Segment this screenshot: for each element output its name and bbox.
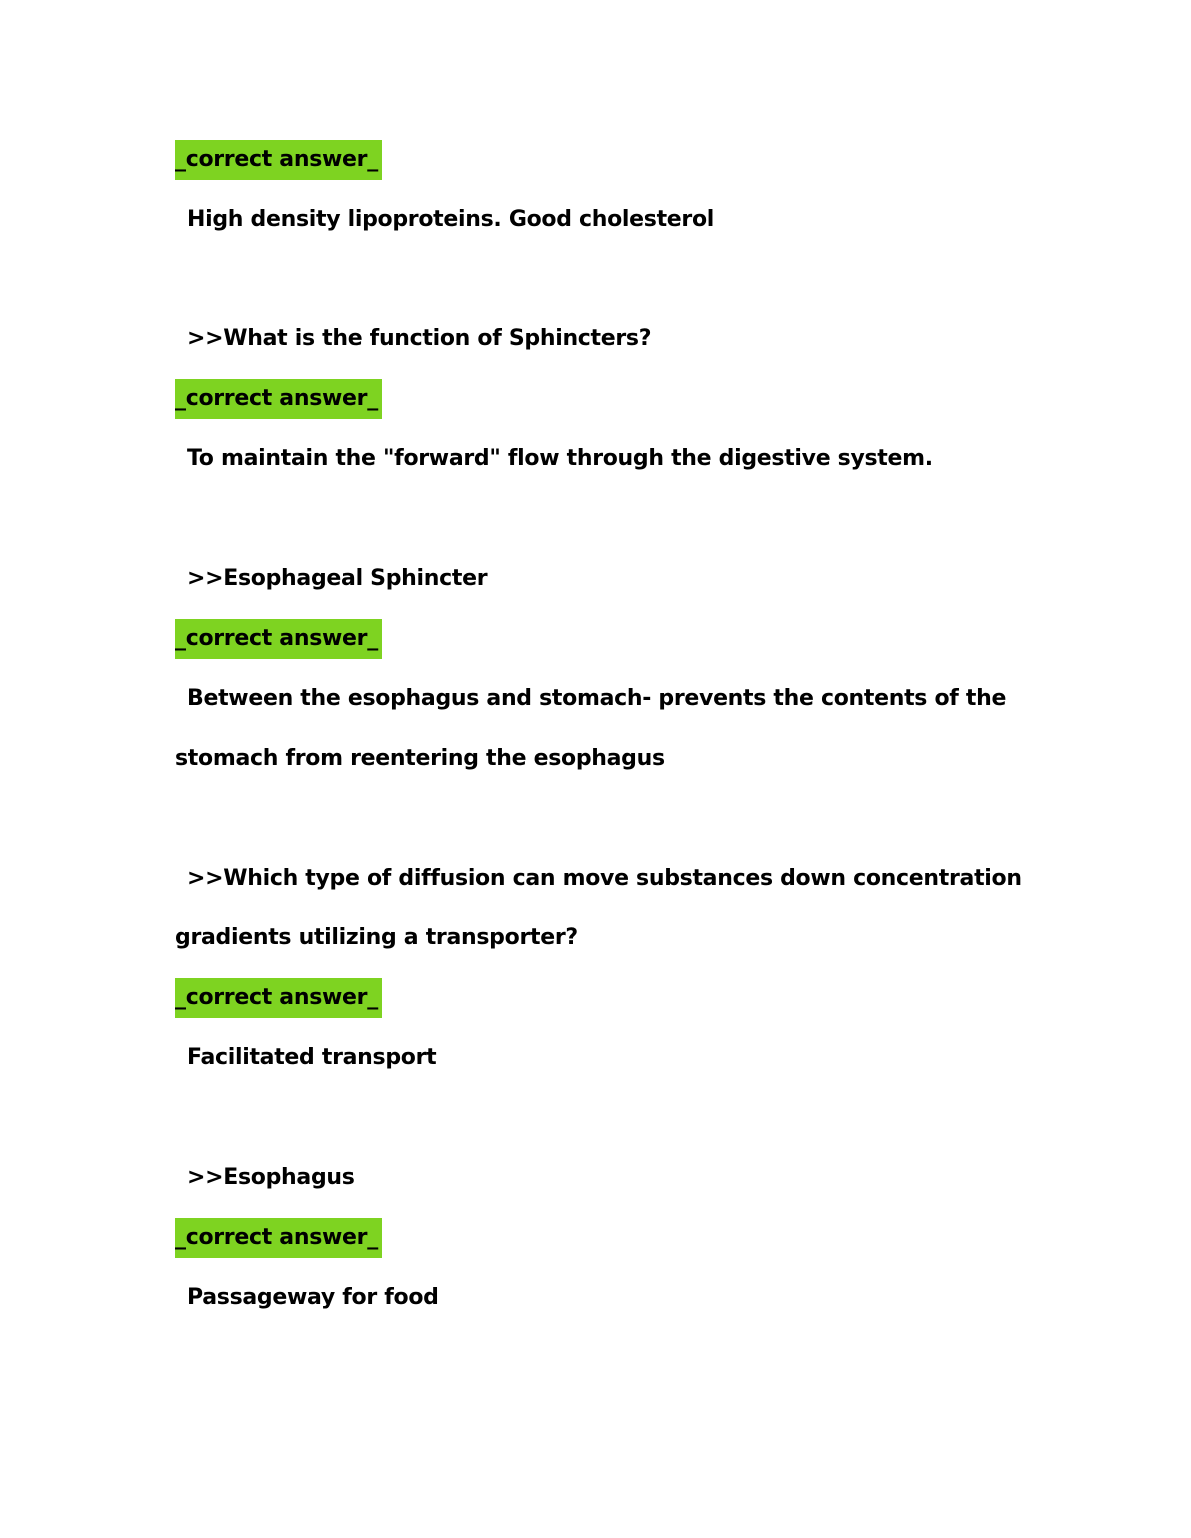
answer-label-highlight: _correct answer_ <box>175 1218 382 1258</box>
answer-label <box>175 1218 382 1258</box>
answer-label-highlight: _correct answer_ <box>175 379 382 419</box>
question-text: >>Esophageal Sphincter <box>187 566 488 591</box>
question-text: >>What is the function of Sphincters? <box>187 326 652 351</box>
question-text: >>Esophagus <box>187 1165 355 1190</box>
answer-text: Between the esophagus and stomach- prevents the contents of the <box>187 686 1007 711</box>
answer-label <box>175 978 382 1018</box>
answer-label <box>175 379 382 419</box>
answer-label <box>175 140 382 180</box>
answer-text: High density lipoproteins. Good cholesterol <box>187 207 715 232</box>
answer-text-continued: stomach from reentering the esophagus <box>175 746 665 771</box>
answer-label-highlight: _correct answer_ <box>175 140 382 180</box>
answer-label-highlight: _correct answer_ <box>175 619 382 659</box>
answer-label-highlight: _correct answer_ <box>175 978 382 1018</box>
answer-text: To maintain the "forward" flow through the digestive system. <box>187 446 933 471</box>
question-text-continued: gradients utilizing a transporter? <box>175 925 578 950</box>
answer-label <box>175 619 382 659</box>
answer-text: Passageway for food <box>187 1285 439 1310</box>
answer-text: Facilitated transport <box>187 1045 437 1070</box>
question-text: >>Which type of diffusion can move substances down concentration <box>187 866 1022 891</box>
